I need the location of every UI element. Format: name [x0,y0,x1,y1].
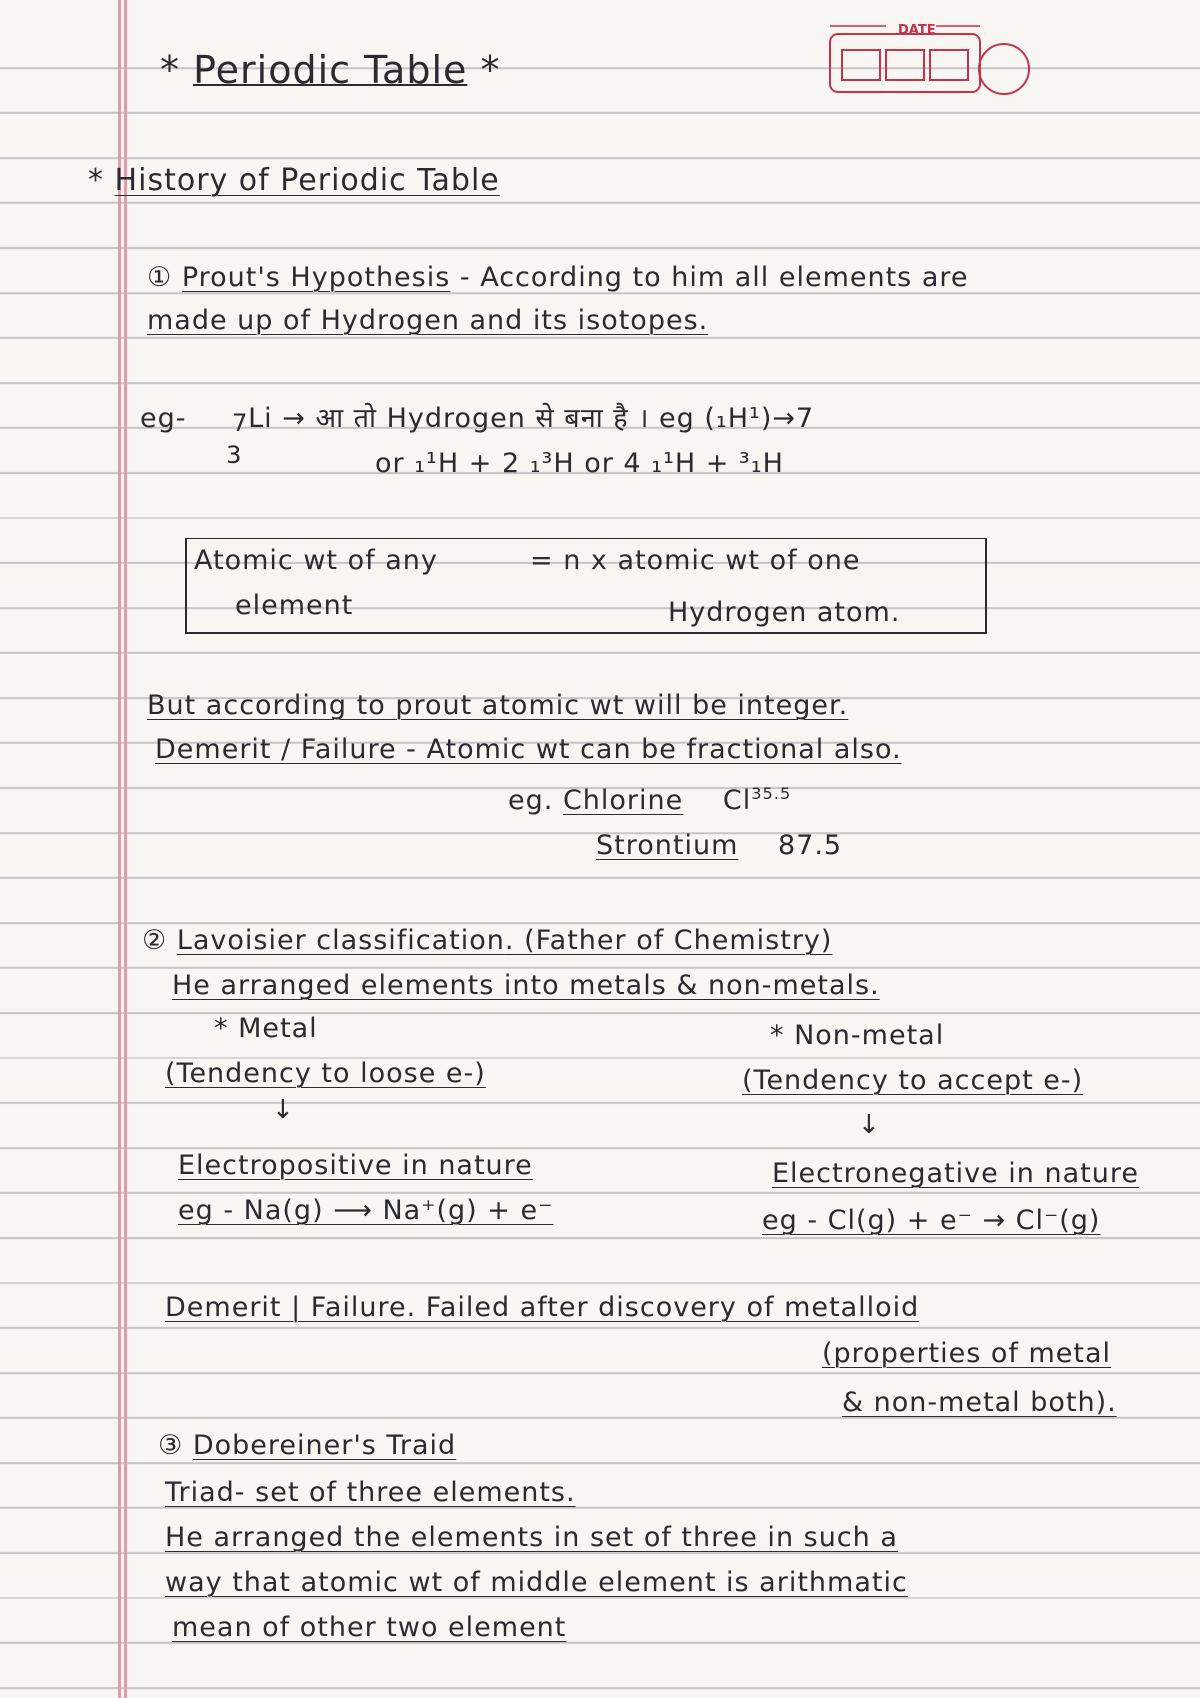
history-heading-text: History of Periodic Table [114,163,500,198]
nonmetal-heading: * Non-metal [770,1020,945,1051]
chlorine-atomic-wt: 35.5 [751,784,792,803]
lithium-symbol: Li [248,403,273,434]
lithium-atomic-number: 3 [226,441,243,469]
margin-line-left [118,0,121,1698]
prout-line-1 [147,262,969,293]
nonmetal-arrow-icon: ↓ [858,1110,880,1140]
formula-lhs-2: element [235,590,354,621]
lavoisier-subtitle: . (Father of Chemistry) [504,925,833,956]
lavoisier-demerit-2: (properties of metal [822,1338,1112,1369]
prout-number: ① [147,262,173,293]
chlorine-label: Chlorine [562,785,684,816]
date-stamp [828,20,1033,100]
prout-desc-2: made up of Hydrogen and its isotopes. [147,305,709,336]
metal-arrow-icon: ↓ [272,1095,294,1125]
lavoisier-number: ② [142,925,168,956]
history-heading [88,163,500,198]
history-star: * [88,163,104,198]
dobereiner-number: ③ [158,1430,184,1461]
metal-heading: * Metal [214,1013,318,1044]
prout-eg2-line-1 [508,784,791,816]
lavoisier-heading [142,925,832,956]
prout-eg2-prefix: eg. [508,785,554,816]
dobereiner-desc-1: He arranged the elements in set of three in such a [165,1522,898,1553]
lavoisier-demerit-3: & non-metal both). [842,1387,1117,1418]
prout-or-line: or ₁¹H + 2 ₁³H or 4 ₁¹H + ³₁H [375,448,784,479]
dobereiner-heading [158,1430,456,1461]
date-label: DATE [898,23,936,38]
metal-tendency: (Tendency to loose e-) [165,1058,486,1089]
nonmetal-nature: Electronegative in nature [772,1158,1139,1189]
title-star-left: * [160,48,180,92]
prout-desc-1: - According to him all elements are [450,262,969,293]
strontium-label: Strontium [596,830,739,861]
prout-eg-text: → आ तो Hydrogen से बना है । eg (₁H¹)→7 [282,403,815,434]
dobereiner-triad: Triad- set of three elements. [165,1477,576,1508]
prout-eg2-line-2 [596,830,842,861]
prout-but: But according to prout atomic wt will be integer. [147,690,849,721]
title-text: Periodic Table [193,48,468,92]
lithium-mass-number: 7 [232,409,249,437]
page-title [160,48,500,92]
strontium-atomic-wt: 87.5 [777,830,843,861]
nonmetal-example: eg - Cl(g) + e⁻ → Cl⁻(g) [762,1205,1101,1236]
title-star-right: * [480,48,501,92]
dobereiner-desc-2: way that atomic wt of middle element is arithmatic [165,1567,908,1598]
chlorine-symbol: Cl [722,785,752,816]
lavoisier-demerit-1: Demerit | Failure. Failed after discovery of metalloid [165,1292,920,1323]
formula-lhs-1: Atomic wt of any [194,545,438,576]
prout-eg-prefix: eg- [140,403,187,434]
prout-demerit: Demerit / Failure - Atomic wt can be fractional also. [155,734,902,765]
dobereiner-title: Dobereiner's Traid [192,1430,457,1461]
prout-title: Prout's Hypothesis [181,262,451,293]
formula-rhs-2: Hydrogen atom. [668,597,901,628]
margin-line-right [124,0,127,1698]
lavoisier-title: Lavoisier classification [176,925,505,956]
dobereiner-desc-3: mean of other two element [172,1612,567,1643]
metal-example: eg - Na(g) ⟶ Na⁺(g) + e⁻ [178,1195,554,1226]
formula-equals: = n x atomic wt of one [530,545,861,576]
nonmetal-tendency: (Tendency to accept e-) [742,1065,1084,1096]
lavoisier-desc: He arranged elements into metals & non-metals. [172,970,880,1001]
metal-nature: Electropositive in nature [178,1150,533,1181]
